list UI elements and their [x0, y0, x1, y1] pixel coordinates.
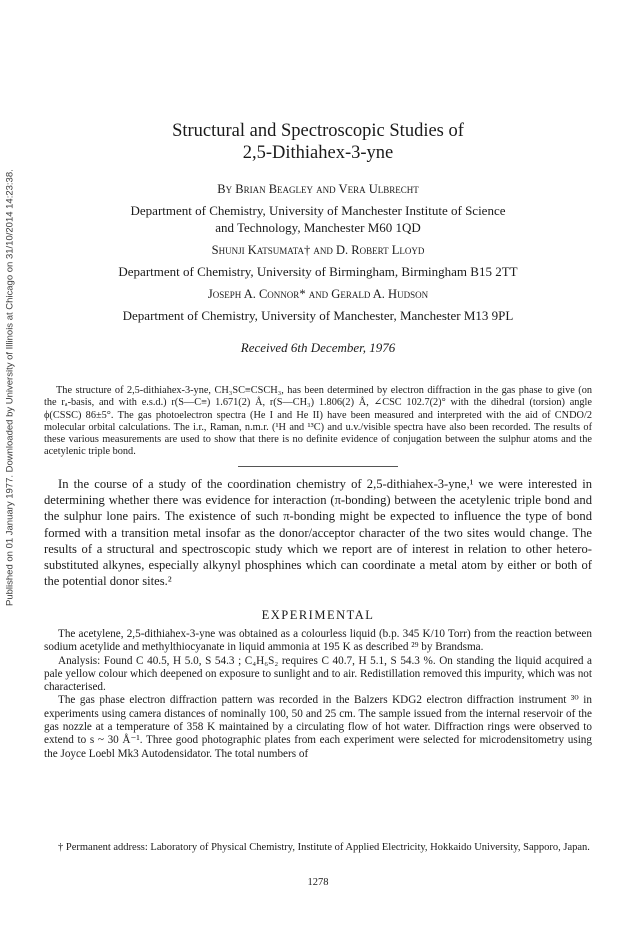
paper-title — [44, 120, 592, 164]
affiliation-2: Department of Chemistry, University of Birmingham, Birmingham B15 2TT — [118, 264, 518, 279]
section-divider — [238, 466, 398, 467]
introduction — [44, 476, 592, 589]
experimental-paragraph-1: The acetylene, 2,5-dithiahex-3-yne was obtained as a colourless liquid (b.p. 345 K/10 Torr) from the reaction between sodium acetylide and methylthiocyanate in liquid ammonia at 195 K as described ²⁹ by Brandsma. — [44, 628, 592, 654]
abstract — [44, 385, 592, 459]
authors-1: By Brian Beagley and Vera Ulbrecht — [217, 182, 419, 196]
footnote-text: † Permanent address: Laboratory of Physical Chemistry, Institute of Applied Electricity, Hokkaido University, Sapporo, Japan. — [58, 842, 590, 853]
experimental-paragraph-2: Analysis: Found C 40.5, H 5.0, S 54.3 ; C₄H₆S₂ requires C 40.7, H 5.1, S 54.3 %. On standing the liquid acquired a pale yellow colour which deepened on exposure to sunlight and to air. Redistillation removed this impurity, which was not characterised. — [44, 654, 592, 694]
affiliation-1-line-1: Department of Chemistry, University of Manchester Institute of Science — [130, 203, 506, 218]
abstract-text: The structure of 2,5-dithiahex-3-yne, CH₃SC≡CSCH₃, has been determined by electron diffraction in the gas phase to give (on the rₐ-basis, and with e.s.d.) r(S—C≡) 1.671(2) Å, r(S—CH₃) 1.806(2) Å, ∠CSC 102.7(2)° with the dihedral (torsion) angle ϕ(CSSC) 86±5°. The gas photoelectron spectra (He I and He II) have been measured and interpreted with the aid of CNDO/2 molecular orbital calculations. The i.r., Raman, n.m.r. (¹H and ¹³C) and u.v./visible spectra have also been recorded. The results of these various measurements are used to show that there is no definite evidence of conjugation between the sulphur atoms and the acetylenic triple bond. — [44, 385, 592, 458]
footnote — [44, 842, 592, 855]
received-date: Received 6th December, 1976 — [240, 340, 396, 355]
experimental-section — [44, 628, 592, 761]
experimental-paragraph-3: The gas phase electron diffraction pattern was recorded in the Balzers KDG2 electron diffraction instrument ³⁰ in experiments using camera distances of nominally 100, 50 and 25 cm. The sample issued from the internal reservoir of the gas nozzle at a temperature of 358 K maintained by a circulating flow of hot water. Diffraction rings were observed to extend to s ~ 30 Å⁻¹. Three good photographic plates from each experiment were selected for microdensitometry using the Joyce Loebl Mk3 Autodensidator. The total numbers of — [44, 694, 592, 760]
authors-2: Shunji Katsumata† and D. Robert Lloyd — [211, 243, 425, 257]
download-margin-note: Published on 01 January 1977. Downloaded by University of Illinois at Chicago on 31/10/2014 14:23:38. — [4, 169, 16, 607]
authors-3: Joseph A. Connor* and Gerald A. Hudson — [207, 287, 429, 301]
page-number: 1278 — [307, 877, 329, 888]
section-heading-experimental: EXPERIMENTAL — [261, 608, 375, 622]
affiliation-3: Department of Chemistry, University of Manchester, Manchester M13 9PL — [122, 308, 514, 323]
affiliation-1-line-2: and Technology, Manchester M60 1QD — [215, 220, 421, 235]
intro-paragraph: In the course of a study of the coordination chemistry of 2,5-dithiahex-3-yne,¹ we were interested in determining whether there was evidence for interaction (π-bonding) between the acetylenic triple bond and the sulphur lone pairs. The existence of such π-bonding might be expected to influence the type of bond formed with a transition metal insofar as the donor/acceptor character of the two sites would change. The results of a structural and spectroscopic study which we report are of interest in relation to other hetero-substituted alkynes, especially alkynyl phosphines which can coordinate a metal atom by either or both of the potential donor sites.² — [44, 477, 592, 589]
title-line-2: 2,5-Dithiahex-3-yne — [242, 143, 394, 163]
title-line-1: Structural and Spectroscopic Studies of — [172, 121, 464, 141]
